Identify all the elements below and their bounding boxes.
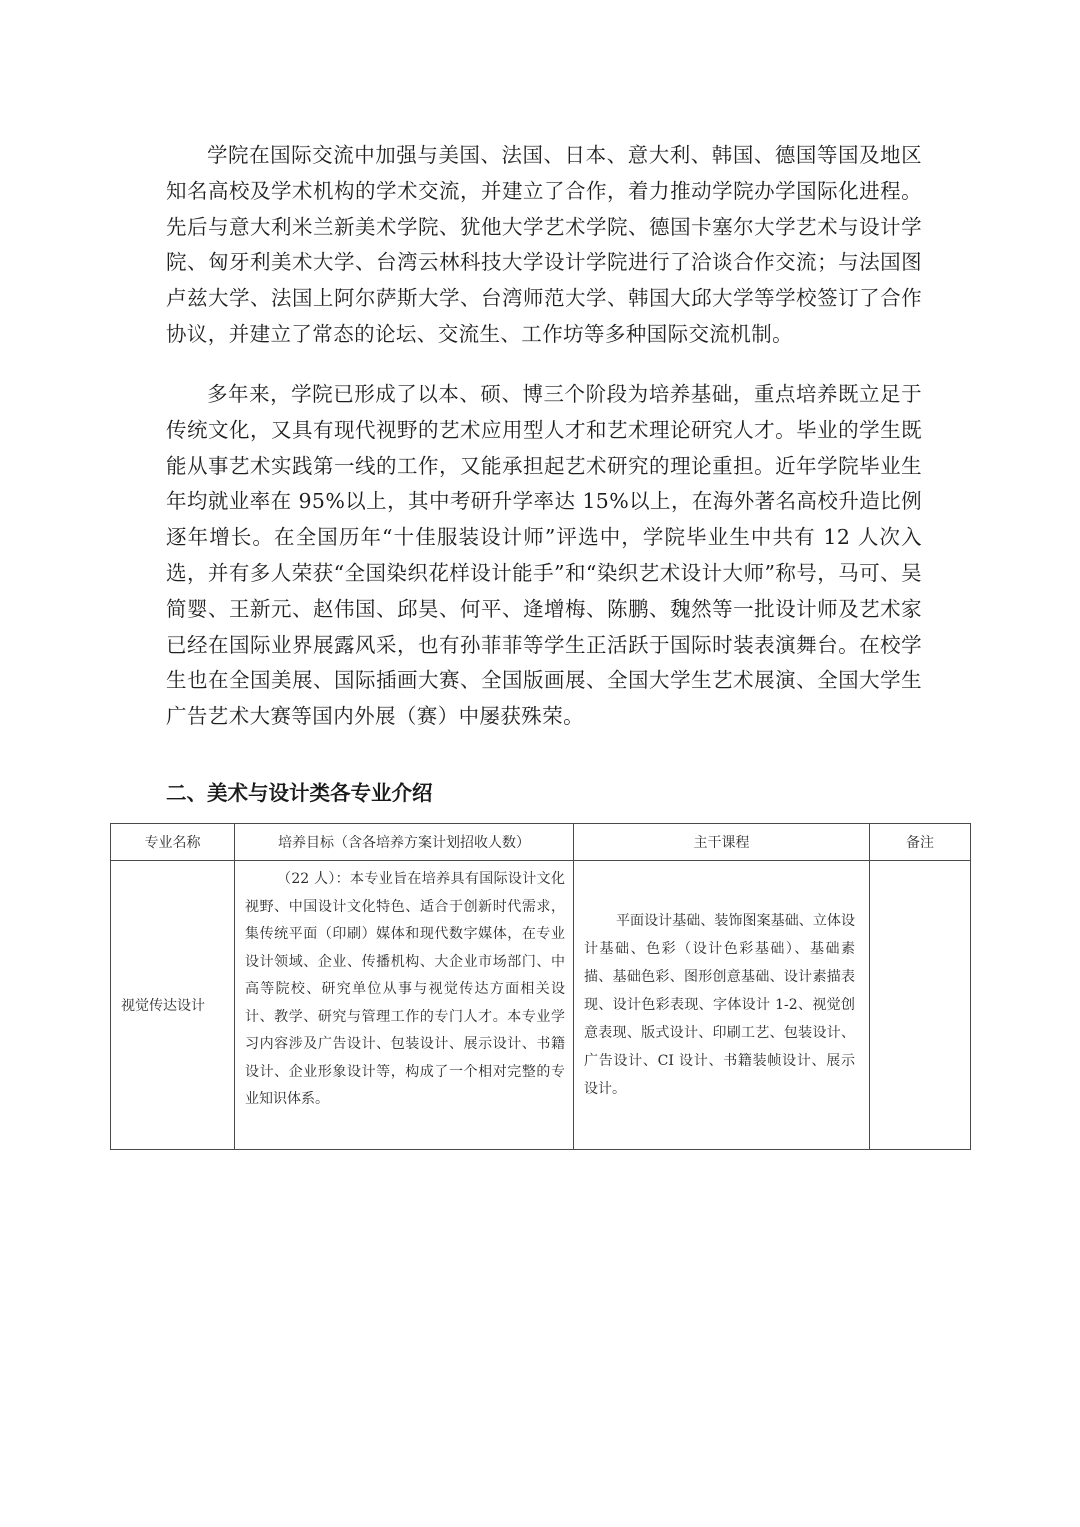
paragraph-international-exchange: 学院在国际交流中加强与美国、法国、日本、意大利、韩国、德国等国及地区知名高校及学术机构的学术交流，并建立了合作，着力推动学院办学国际化进程。先后与意大利米兰新美术学院、犹他大学艺术学院、德国卡塞尔大学艺术与设计学院、匈牙利美术大学、台湾云林科技大学设计学院进行了洽谈合作交流；与法国图卢兹大学、法国上阿尔萨斯大学、台湾师范大学、韩国大邱大学等学校签订了合作协议，并建立了常态的论坛、交流生、工作坊等多种国际交流机制。 [166, 143, 922, 346]
cell-major-name: 视觉传达设计 [111, 861, 235, 1150]
cell-core-courses: 平面设计基础、装饰图案基础、立体设计基础、色彩（设计色彩基础）、基础素描、基础色彩、图形创意基础、设计素描表现、设计色彩表现、字体设计 1-2、视觉创意表现、版式设计、印刷工艺、包装设计、广告设计、CI 设计、书籍装帧设计、展示设计。 [574, 861, 870, 1150]
majors-table [110, 823, 971, 1150]
section-heading: 二、美术与设计类各专业介绍 [166, 781, 433, 805]
header-major-name: 专业名称 [111, 824, 235, 861]
table-row [111, 861, 971, 1150]
header-training-goal: 培养目标（含各培养方案计划招收人数） [235, 824, 574, 861]
cell-training-goal: （22 人）：本专业旨在培养具有国际设计文化视野、中国设计文化特色、适合于创新时代需求，集传统平面（印刷）媒体和现代数字媒体，在专业设计领域、企业、传播机构、大企业市场部门、中高等院校、研究单位从事与视觉传达方面相关设计、教学、研究与管理工作的专门人才。本专业学习内容涉及广告设计、包装设计、展示设计、书籍设计、企业形象设计等，构成了一个相对完整的专业知识体系。 [235, 861, 574, 1150]
cell-notes [870, 861, 971, 1150]
paragraph-graduates: 多年来，学院已形成了以本、硕、博三个阶段为培养基础，重点培养既立足于传统文化，又具有现代视野的艺术应用型人才和艺术理论研究人才。毕业的学生既能从事艺术实践第一线的工作，又能承担起艺术研究的理论重担。近年学院毕业生年均就业率在 95%以上，其中考研升学率达 15%以上，在海外著名高校升造比例逐年增长。在全国历年“十佳服装设计师”评选中，学院毕业生中共有 12 人次入选，并有多人荣获“全国染织花样设计能手”和“染织艺术设计大师”称号，马可、吴简婴、王新元、赵伟国、邱昊、何平、逄增梅、陈鹏、魏然等一批设计师及艺术家已经在国际业界展露风采，也有孙菲菲等学生正活跃于国际时装表演舞台。在校学生也在全国美展、国际插画大赛、全国版画展、全国大学生艺术展演、全国大学生广告艺术大赛等国内外展（赛）中屡获殊荣。 [166, 382, 922, 729]
header-core-courses: 主干课程 [574, 824, 870, 861]
header-notes: 备注 [870, 824, 971, 861]
table-header-row [111, 824, 971, 861]
